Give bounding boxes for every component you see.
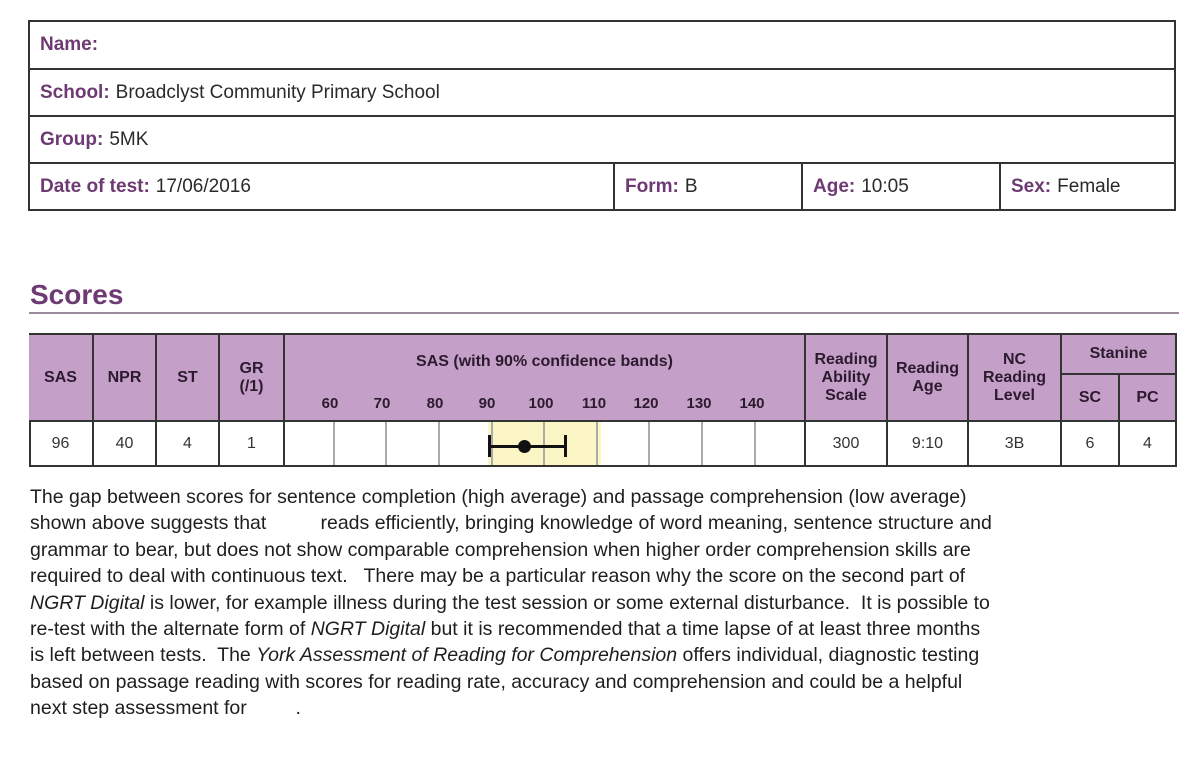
- sex-value: Female: [1057, 175, 1121, 197]
- nc-reading-level-column: [967, 335, 1060, 465]
- sc-header: SC: [1062, 375, 1120, 420]
- group-cell: [30, 117, 1174, 162]
- school-row: [30, 68, 1174, 115]
- text-run: grammar to bear, but does not show comparable comprehension when higher order comprehension skills are: [30, 538, 971, 561]
- test-name-italic: York Assessment of Reading for Comprehension: [256, 644, 678, 667]
- age-label: Age:: [813, 175, 856, 197]
- st-value: 4: [157, 420, 218, 465]
- gridline: [491, 422, 493, 465]
- commentary-line: [30, 590, 1190, 616]
- commentary-line: [30, 537, 1190, 563]
- nc-line1: NC: [1002, 350, 1027, 368]
- text-run: The gap between scores for sentence completion (high average) and passage comprehension (low average): [30, 486, 967, 508]
- test-name-italic: NGRT Digital: [30, 591, 145, 614]
- sas-column: [29, 335, 92, 465]
- nc-reading-level-value: 3B: [969, 420, 1060, 465]
- pc-value: 4: [1143, 434, 1152, 452]
- stanine-column-group: [1060, 335, 1175, 465]
- name-label: Name:: [40, 34, 99, 55]
- commentary-line: [30, 669, 1190, 695]
- ras-line1: Reading: [814, 350, 878, 368]
- sas-chart-axis: [285, 395, 804, 415]
- nc-reading-level-header: [969, 335, 1060, 420]
- gridline: [385, 422, 387, 465]
- gridline: [543, 422, 545, 465]
- npr-column: [92, 335, 155, 465]
- reading-ability-scale-header: [806, 335, 886, 420]
- ra-line1: Reading: [895, 359, 960, 377]
- tick-label: 70: [373, 395, 391, 412]
- sas-score-marker: [518, 440, 531, 453]
- reading-ability-scale-value: 300: [806, 420, 886, 465]
- text-run: is lower, for example illness during the test session or some external disturbance. It is possible to: [144, 591, 990, 614]
- name-cell: [30, 22, 1174, 68]
- ci-high-cap: [564, 435, 567, 457]
- scores-heading: Scores: [30, 279, 124, 310]
- date-label: Date of test:: [40, 175, 150, 197]
- gr-header-line2: (/1): [239, 377, 264, 395]
- nc-line2: Reading: [982, 368, 1047, 386]
- tick-label: 90: [478, 395, 496, 412]
- text-run: based on passage reading with scores for reading rate, accuracy and comprehension and could be a helpful: [30, 670, 963, 693]
- gr-header: [220, 335, 283, 420]
- gridline: [701, 422, 703, 465]
- school-label: School:: [40, 81, 110, 103]
- stanine-title: Stanine: [1062, 335, 1175, 375]
- date-value: 17/06/2016: [155, 175, 251, 197]
- ras-line2: Ability: [821, 368, 871, 386]
- commentary-line: [30, 695, 1190, 721]
- student-info-table: [28, 20, 1176, 211]
- group-label: Group:: [40, 128, 104, 150]
- tick-label: 130: [686, 395, 712, 412]
- group-value: 5MK: [109, 128, 149, 150]
- tick-label: 100: [528, 395, 554, 412]
- reading-age-value: 9:10: [888, 420, 967, 465]
- commentary-line: [30, 616, 1190, 642]
- sas-chart-plot: [285, 420, 804, 465]
- test-name-italic: NGRT Digital: [310, 618, 426, 641]
- ci-low-cap: [488, 435, 491, 457]
- tick-label: 110: [581, 395, 607, 412]
- sas-chart-header: [285, 335, 804, 420]
- text-run: re-test with the alternate form of: [30, 618, 311, 641]
- scores-divider: [29, 312, 1179, 314]
- nc-line3: Level: [994, 386, 1035, 404]
- text-run: next step assessment for .: [30, 697, 301, 720]
- reading-age-header: [888, 335, 967, 420]
- sas-value: 96: [29, 420, 92, 465]
- tick-label: 60: [321, 395, 339, 412]
- sas-header: SAS: [29, 335, 92, 420]
- scores-table: [29, 333, 1177, 467]
- gr-header-line1: GR: [239, 359, 264, 377]
- stanine-header: [1062, 335, 1175, 420]
- text-run: offers individual, diagnostic testing: [677, 644, 980, 667]
- text-run: required to deal with continuous text. There may be a particular reason why the score on the second part of: [30, 565, 966, 588]
- sc-value: 6: [1062, 422, 1120, 465]
- st-column: [155, 335, 218, 465]
- age-cell: [801, 164, 999, 209]
- school-cell: [30, 70, 1174, 115]
- school-value: Broadclyst Community Primary School: [115, 81, 440, 103]
- tick-label: 80: [426, 395, 444, 412]
- gr-value: 1: [220, 420, 283, 465]
- tick-label: 120: [633, 395, 659, 412]
- sex-label: Sex:: [1011, 175, 1052, 197]
- gridline: [754, 422, 756, 465]
- age-value: 10:05: [861, 175, 909, 197]
- pc-header: PC: [1136, 388, 1159, 406]
- npr-header: NPR: [94, 335, 155, 420]
- form-label: Form:: [625, 175, 679, 197]
- form-cell: [613, 164, 801, 209]
- date-cell: [30, 164, 613, 209]
- sas-chart-title: SAS (with 90% confidence bands): [416, 353, 673, 370]
- score-commentary: [30, 484, 1190, 722]
- text-run: shown above suggests that reads efficiently, bringing knowledge of word meaning, sentence structure and: [30, 512, 992, 535]
- commentary-line: [30, 642, 1190, 668]
- tick-label: 140: [739, 395, 765, 412]
- gr-column: [218, 335, 283, 465]
- ra-line2: Age: [912, 377, 943, 395]
- gridline: [596, 422, 598, 465]
- group-row: [30, 115, 1174, 162]
- commentary-line: [30, 563, 1190, 589]
- sas-chart-column: [283, 335, 804, 465]
- commentary-line: [30, 484, 1190, 510]
- text-run: is left between tests. The: [30, 644, 257, 667]
- details-row: [30, 162, 1174, 209]
- sex-cell: [999, 164, 1174, 209]
- name-row: [30, 22, 1174, 68]
- st-header: ST: [157, 335, 218, 420]
- reading-age-column: [886, 335, 967, 465]
- commentary-line: [30, 510, 1190, 536]
- gridline: [438, 422, 440, 465]
- ras-line3: Scale: [825, 386, 867, 404]
- reading-ability-scale-column: [804, 335, 886, 465]
- stanine-values: [1062, 420, 1175, 465]
- gridline: [333, 422, 335, 465]
- text-run: but it is recommended that a time lapse of at least three months: [425, 618, 981, 641]
- form-value: B: [684, 175, 698, 197]
- npr-value: 40: [94, 420, 155, 465]
- gridline: [648, 422, 650, 465]
